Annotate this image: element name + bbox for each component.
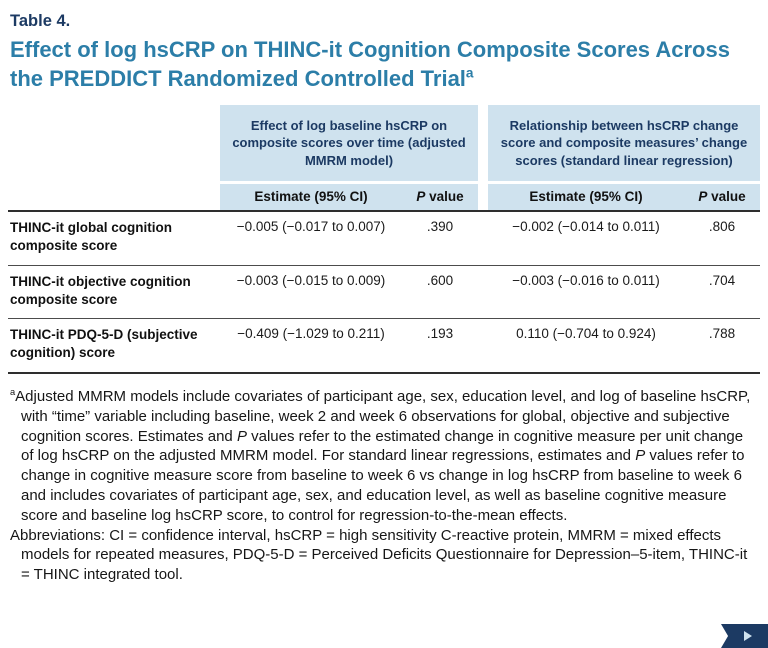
row-label: THINC-it objective cognition composite score <box>10 273 191 307</box>
table-row <box>8 319 760 374</box>
row-gap <box>478 273 488 309</box>
results-table <box>8 105 760 374</box>
subheader-gap <box>478 184 488 210</box>
table-row <box>8 266 760 320</box>
page-corner-ribbon <box>721 624 768 648</box>
table-number-label: Table 4. <box>10 12 71 30</box>
p-value-cell: .788 <box>708 326 736 342</box>
p-value-cell: .806 <box>708 219 736 235</box>
abbreviations-note: Abbreviations: CI = confidence interval, hsCRP = high sensitivity C-reactive protein, MMRM = mixed effects models for repeated measures, PDQ-5-D = Perceived Deficits Questionnaire for Depression–5-item, THINC-it = THINC integrated tool. <box>10 526 748 584</box>
estimate-cell: −0.003 (−0.016 to 0.011) <box>512 272 660 288</box>
regression-pvalue-header: P value <box>684 184 760 210</box>
p-value-cell: .193 <box>426 326 454 342</box>
mmrm-estimate-header: Estimate (95% CI) <box>220 184 402 210</box>
column-group-header-row <box>8 105 760 181</box>
header-label-spacer <box>8 105 220 181</box>
column-group-regression-header: Relationship between hsCRP change score and composite measures’ change scores (standard linear regression) <box>488 105 760 181</box>
footnote-a: $^a$Adjusted MMRM models include covariates of participant age, sex, education level, and log of baseline hsCRP, with “time” variable including baseline, week 2 and week 6 observations for global, objective and subjective cognition scores. Estimates and P values refer to the estimated change in cognitive measure per unit change of log hsCRP on the adjusted MMRM model. For standard linear regressions, estimates and P values refer to change in cognitive measure score from baseline to week 6 vs change in log hsCRP from baseline to week 6 and includes covariates of participant age, sex, and education level, as well as baseline cognitive measure score and baseline log hsCRP score, to control for regression-to-the-mean effects. <box>10 387 751 524</box>
estimate-cell: 0.110 (−0.704 to 0.924) <box>516 326 656 342</box>
column-group-gap <box>478 105 488 181</box>
ribbon-arrow-icon <box>744 631 752 641</box>
table-row <box>8 212 760 266</box>
estimate-cell: −0.409 (−1.029 to 0.211) <box>237 326 385 342</box>
p-value-cell: .600 <box>426 272 454 288</box>
row-gap <box>478 326 488 362</box>
p-value-cell: .390 <box>426 219 454 235</box>
row-label: THINC-it global cognition composite score <box>10 220 172 253</box>
table-title: Effect of log hsCRP on THINC-it Cognition Composite Scores Across the PREDDICT Randomized Controlled Trial$^a$ <box>10 37 730 91</box>
column-group-mmrm-header: Effect of log baseline hsCRP on composite scores over time (adjusted MMRM model) <box>220 105 478 181</box>
row-gap <box>478 219 488 255</box>
subheader-row <box>8 184 760 212</box>
estimate-cell: −0.005 (−0.017 to 0.007) <box>236 219 386 235</box>
table-footnotes <box>10 387 758 585</box>
regression-estimate-header: Estimate (95% CI) <box>488 184 684 210</box>
p-value-cell: .704 <box>708 272 736 288</box>
estimate-cell: −0.003 (−0.015 to 0.009) <box>236 272 386 288</box>
estimate-cell: −0.002 (−0.014 to 0.011) <box>512 219 660 235</box>
subheader-label-spacer <box>8 184 220 210</box>
row-label: THINC-it PDQ-5-D (subjective cognition) score <box>10 327 198 361</box>
mmrm-pvalue-header: P value <box>402 184 478 210</box>
